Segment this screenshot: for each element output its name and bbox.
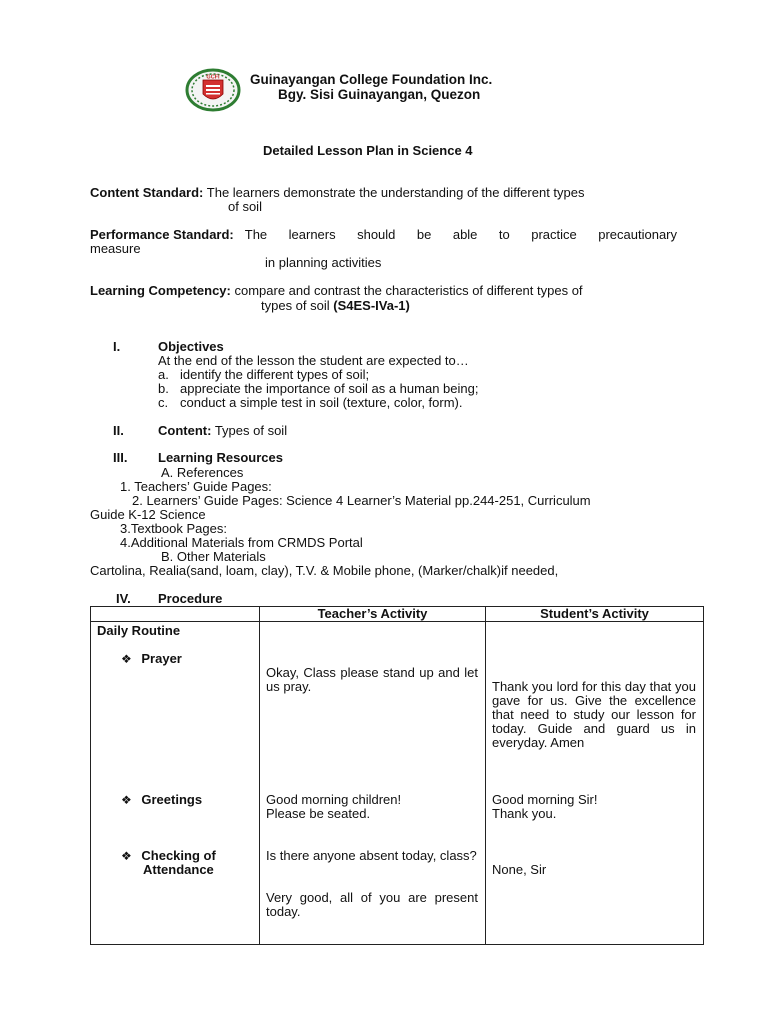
procedure-number: IV. [116, 591, 131, 606]
performance-standard-label: Performance Standard: [90, 227, 234, 242]
attendance-student-text: None, Sir [492, 862, 547, 877]
learning-competency-text: compare and contrast the characteristics of different types of [234, 283, 583, 298]
objective-text: conduct a simple test in soil (texture, color, form). [180, 395, 463, 410]
objective-item [158, 382, 478, 396]
learning-competency-text2: types of soil [261, 298, 330, 313]
resources-textbook: 3.Textbook Pages: [120, 521, 227, 536]
learning-competency-line2 [261, 299, 410, 313]
greetings-student-line1: Good morning Sir! [492, 792, 598, 807]
bullet-icon: ❖ [121, 652, 132, 666]
logo-text: GCFI [206, 74, 220, 81]
objective-letter: c. [158, 395, 169, 410]
resources-learners-guide: 2. Learners’ Guide Pages: Science 4 Learner’s Material pp.244-251, Curriculum [132, 493, 591, 508]
student-activity-header: Student’s Activity [486, 607, 704, 622]
objective-letter: a. [158, 367, 169, 382]
content-label: Content: [158, 423, 212, 438]
resources-references: A. References [161, 465, 244, 480]
teacher-activity-header: Teacher’s Activity [260, 607, 486, 622]
prayer-teacher-text: Okay, Class please stand up and let us pray. [266, 665, 478, 694]
content-standard-line1 [90, 186, 585, 200]
resources-additional: 4.Additional Materials from CRMDS Portal [120, 535, 363, 550]
performance-standard-line2: measure [90, 241, 141, 256]
attendance-teacher-question: Is there anyone absent today, class? [266, 848, 477, 863]
objective-text: identify the different types of soil; [180, 367, 370, 382]
document-title: Detailed Lesson Plan in Science 4 [263, 143, 473, 158]
attendance-label-line1: Checking of [141, 848, 216, 863]
resources-materials: Cartolina, Realia(sand, loam, clay), T.V. & Mobile phone, (Marker/chalk)if needed, [90, 563, 559, 578]
objectives-intro: At the end of the lesson the student are expected to… [158, 353, 469, 368]
performance-standard-line3: in planning activities [265, 255, 382, 270]
resources-other-heading: B. Other Materials [161, 549, 266, 564]
greetings-step [121, 793, 202, 807]
greetings-teacher-line1: Good morning children! [266, 792, 402, 807]
content-standard-text: The learners demonstrate the understanding of the different types [206, 185, 585, 200]
procedure-column-student [486, 622, 704, 945]
learning-competency-label: Learning Competency: [90, 283, 231, 298]
school-logo [185, 68, 241, 112]
resources-teachers-guide: 1. Teachers’ Guide Pages: [120, 479, 272, 494]
greetings-teacher-line2: Please be seated. [266, 806, 371, 821]
prayer-label: Prayer [141, 651, 182, 666]
prayer-student-text: Thank you lord for this day that you gave for us. Give the excellence that need to study our lesson for today. Guide and guard us in everyday. Amen [492, 679, 696, 750]
learning-competency-line1 [90, 284, 583, 298]
resources-curriculum-guide: Guide K-12 Science [90, 507, 206, 522]
procedure-heading: Procedure [158, 591, 223, 606]
procedure-header-blank [91, 607, 260, 622]
objective-text: appreciate the importance of soil as a human being; [180, 381, 479, 396]
procedure-column-steps [91, 622, 260, 945]
content-standard-label: Content Standard: [90, 185, 204, 200]
content-standard-line2: of soil [228, 199, 262, 214]
greetings-label: Greetings [141, 792, 203, 807]
resources-heading: Learning Resources [158, 450, 283, 465]
objective-letter: b. [158, 381, 169, 396]
content-line [158, 424, 287, 438]
learning-competency-code: (S4ES-IVa-1) [333, 298, 410, 313]
objectives-heading: Objectives [158, 339, 224, 354]
objectives-number: I. [113, 339, 121, 354]
attendance-label-line2: Attendance [143, 862, 214, 877]
bullet-icon: ❖ [121, 793, 132, 807]
greetings-student-line2: Thank you. [492, 806, 557, 821]
bullet-icon: ❖ [121, 849, 132, 863]
performance-standard-line1 [90, 228, 677, 242]
objective-item [158, 396, 463, 410]
school-address: Bgy. Sisi Guinayangan, Quezon [278, 87, 481, 102]
content-value: Types of soil [214, 423, 288, 438]
procedure-table [90, 606, 704, 945]
procedure-column-teacher [260, 622, 486, 945]
resources-number: III. [113, 450, 128, 465]
objective-item [158, 368, 369, 382]
prayer-step [121, 652, 182, 666]
daily-routine-label: Daily Routine [97, 623, 181, 638]
content-number: II. [113, 423, 124, 438]
attendance-step [121, 849, 216, 863]
attendance-teacher-response: Very good, all of you are present today. [266, 890, 478, 919]
school-name: Guinayangan College Foundation Inc. [250, 72, 493, 87]
performance-standard-text: The learners should be able to practice precautionary [244, 227, 677, 242]
